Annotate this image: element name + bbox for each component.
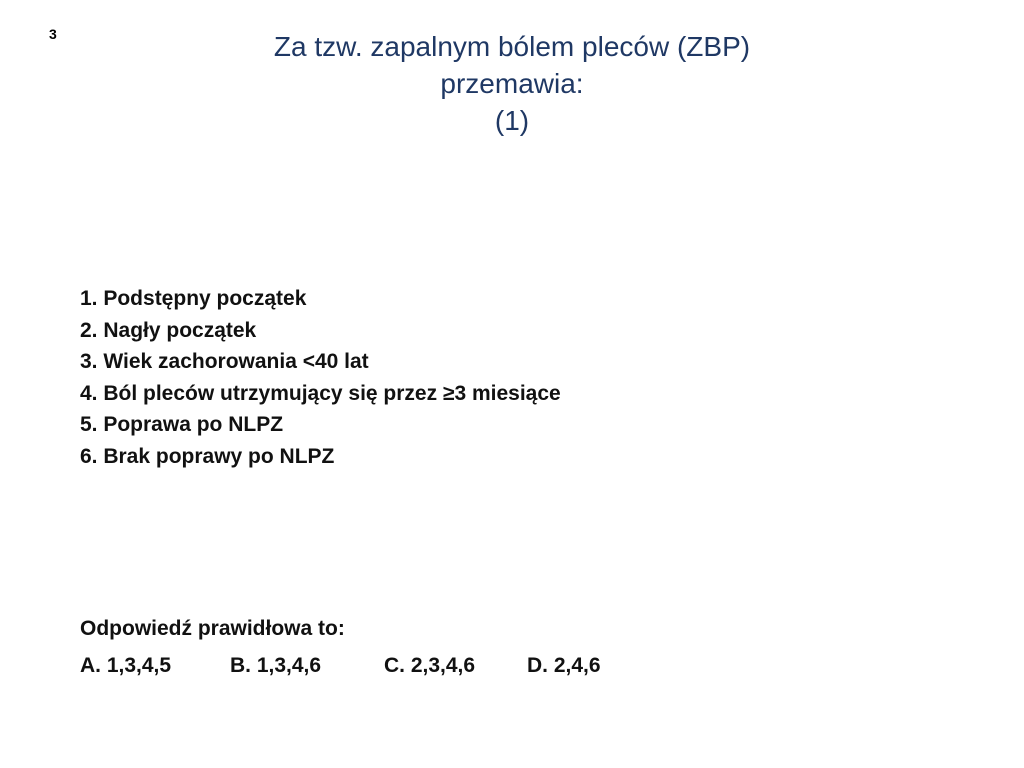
answer-option-d: D. 2,4,6 [527, 654, 601, 677]
answer-option-c: C. 2,3,4,6 [384, 654, 476, 677]
criteria-item-1: 1. Podstępny początek [80, 287, 307, 310]
title-line-3: (1) [494, 105, 530, 136]
criteria-item-6: 6. Brak poprawy po NLPZ [80, 444, 335, 468]
title-line-2: przemawia: [440, 68, 584, 99]
criteria-item-5: 5. Poprawa po NLPZ [80, 413, 284, 436]
answer-option-b: B. 1,3,4,6 [230, 654, 322, 677]
criteria-item-2: 2. Nagły początek [80, 318, 257, 342]
criteria-item-4: 4. Ból pleców utrzymujący się przez ≥3 miesiące [80, 381, 561, 405]
criteria-item-3: 3. Wiek zachorowania <40 lat [80, 350, 369, 373]
slide-title [0, 28, 1024, 139]
criteria-list [80, 283, 561, 472]
answer-prompt: Odpowiedź prawidłowa to: [80, 617, 345, 640]
slide-number: 3 [49, 26, 57, 42]
answer-option-a: A. 1,3,4,5 [80, 654, 172, 677]
title-line-1: Za tzw. zapalnym bólem pleców (ZBP) [273, 31, 751, 62]
